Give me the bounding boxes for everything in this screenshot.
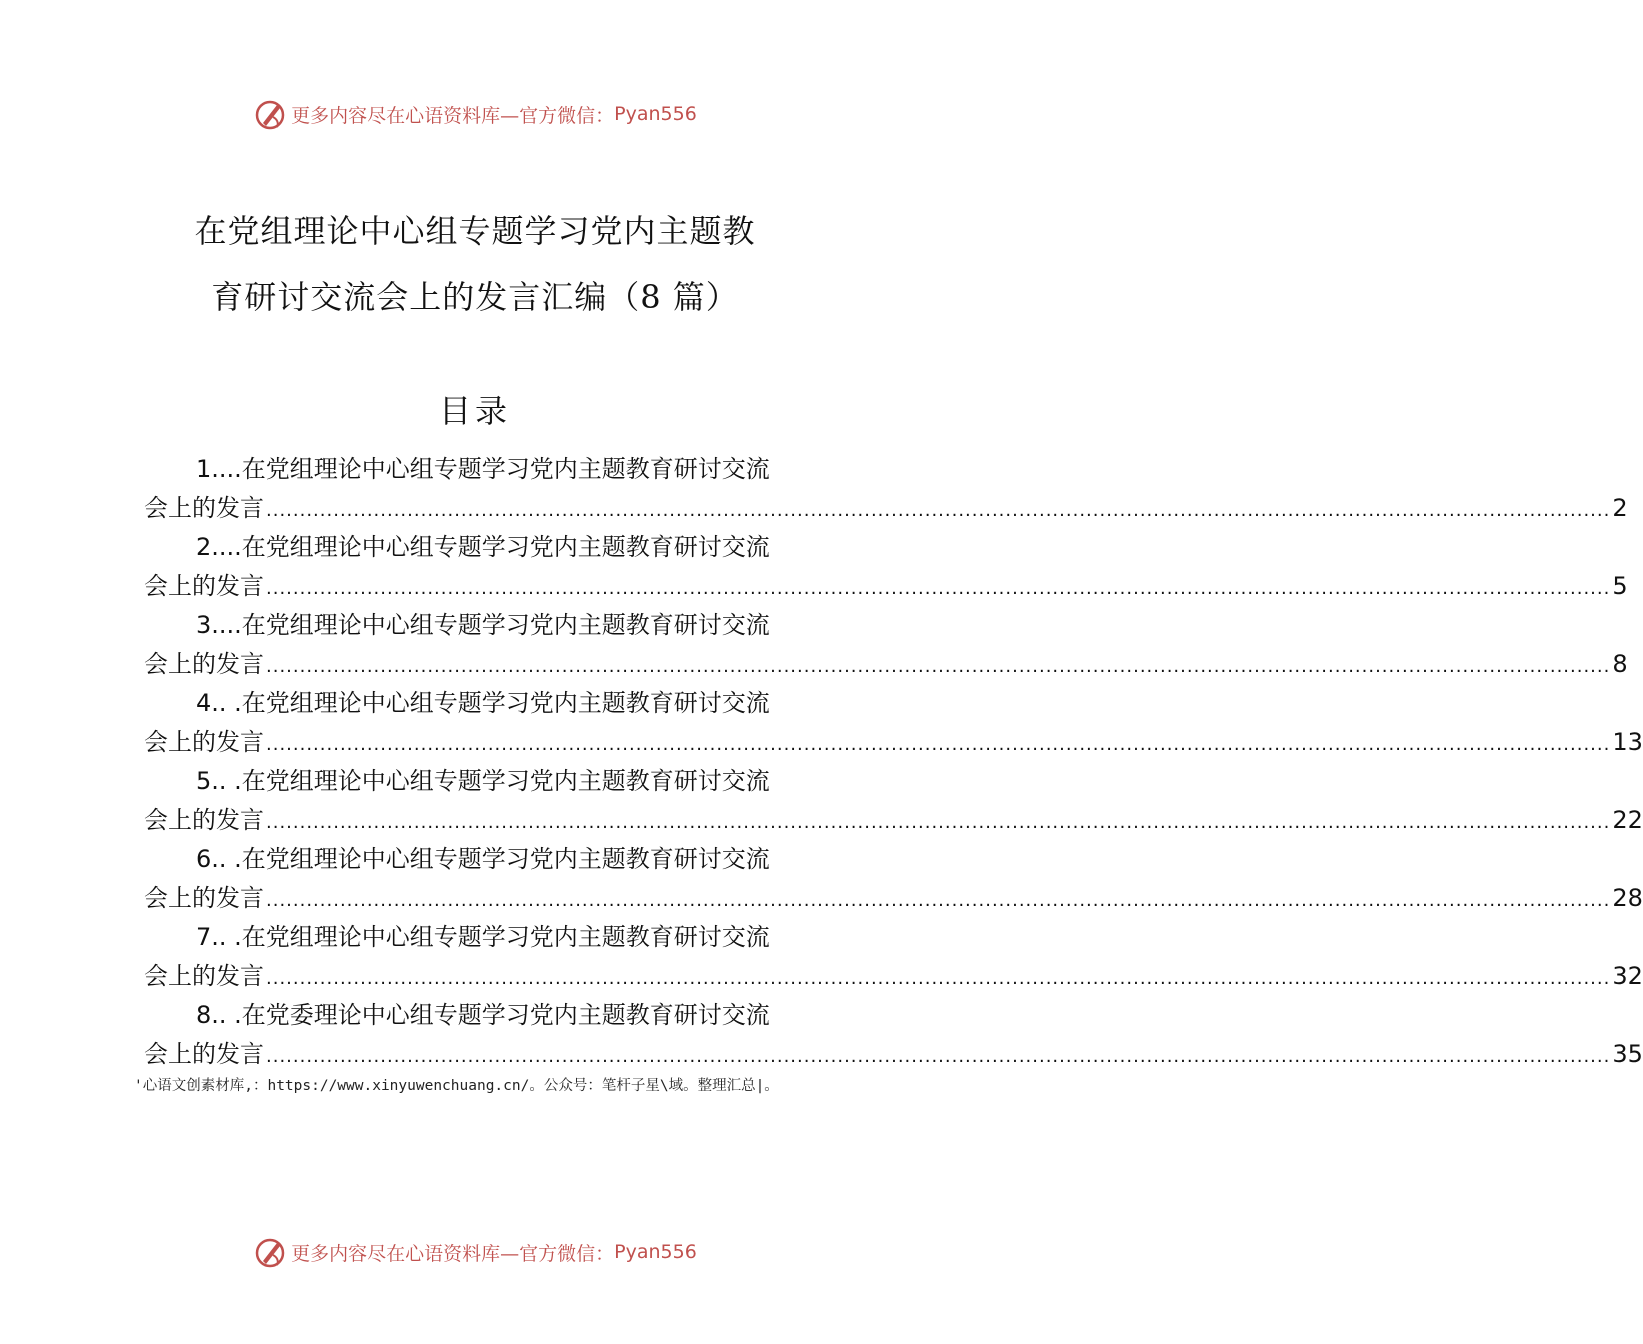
- dot-leader: ........................................................................................................................................................................................................: [266, 578, 1611, 599]
- toc-entry-2[interactable]: [144, 528, 1628, 606]
- toc-entry-title: 在党组理论中心组专题学习党内主题教育研讨交流: [241, 767, 770, 795]
- toc-entry-7[interactable]: [144, 918, 1643, 996]
- pen-logo-icon: [253, 97, 287, 131]
- header-wechat-id: Pyan556: [614, 103, 697, 125]
- toc-entry-number: 8.. .: [196, 1001, 242, 1029]
- toc-entry-title-cont: 会上的发言: [144, 728, 264, 756]
- toc-entry-page: 32: [1612, 962, 1643, 990]
- toc-entry-number: 7.. .: [196, 923, 242, 951]
- toc-heading: 目录: [438, 392, 511, 430]
- toc-entry-title-cont: 会上的发言: [144, 572, 264, 600]
- toc-entry-title-cont: 会上的发言: [144, 650, 264, 678]
- toc-entry-4[interactable]: [144, 684, 1643, 762]
- dot-leader: ........................................................................................................................................................................................................: [266, 734, 1611, 755]
- toc-entry-8[interactable]: [144, 996, 1643, 1074]
- footer-banner: [0, 1232, 950, 1272]
- toc-entry-title-cont: 会上的发言: [144, 494, 264, 522]
- dot-leader: ........................................................................................................................................................................................................: [266, 968, 1611, 989]
- toc-entry-page: 35: [1612, 1040, 1643, 1068]
- toc-entry-title-cont: 会上的发言: [144, 1040, 264, 1068]
- toc-entry-5[interactable]: [144, 762, 1643, 840]
- footer-wechat-id: Pyan556: [614, 1241, 697, 1263]
- toc-entry-title-cont: 会上的发言: [144, 806, 264, 834]
- toc-entry-title: 在党组理论中心组专题学习党内主题教育研讨交流: [241, 689, 770, 717]
- header-banner: [0, 94, 950, 134]
- toc-entry-number: 3....: [196, 611, 242, 639]
- document-title-line-2: 育研讨交流会上的发言汇编（8 篇）: [211, 278, 739, 316]
- dot-leader: ........................................................................................................................................................................................................: [266, 656, 1611, 677]
- toc-entry-number: 2....: [196, 533, 242, 561]
- toc-entry-title: 在党组理论中心组专题学习党内主题教育研讨交流: [241, 611, 770, 639]
- toc-entry-6[interactable]: [144, 840, 1643, 918]
- footer-banner-text: 更多内容尽在心语资料库—官方微信：: [291, 1242, 615, 1265]
- toc-entry-title-cont: 会上的发言: [144, 884, 264, 912]
- table-of-contents: [144, 450, 1643, 1074]
- toc-entry-page: 22: [1612, 806, 1643, 834]
- dot-leader: ........................................................................................................................................................................................................: [266, 500, 1611, 521]
- toc-entry-title: 在党组理论中心组专题学习党内主题教育研讨交流: [241, 923, 770, 951]
- toc-entry-title: 在党组理论中心组专题学习党内主题教育研讨交流: [241, 845, 770, 873]
- pen-logo-icon: [253, 1235, 287, 1269]
- toc-entry-1[interactable]: [144, 450, 1628, 528]
- source-footnote: '心语文创素材库,：https://www.xinyuwenchuang.cn/。公众号：笔杆子星\域。整理汇总|。: [134, 1078, 779, 1094]
- toc-entry-page: 2: [1612, 494, 1628, 522]
- toc-entry-number: 6.. .: [196, 845, 242, 873]
- toc-entry-page: 13: [1612, 728, 1643, 756]
- dot-leader: ........................................................................................................................................................................................................: [266, 1046, 1611, 1067]
- header-banner-text: 更多内容尽在心语资料库—官方微信：: [291, 104, 615, 127]
- dot-leader: ........................................................................................................................................................................................................: [266, 890, 1611, 911]
- toc-entry-number: 5.. .: [196, 767, 242, 795]
- toc-entry-3[interactable]: [144, 606, 1628, 684]
- toc-entry-number: 1....: [196, 455, 242, 483]
- toc-entry-page: 28: [1612, 884, 1643, 912]
- toc-entry-number: 4.. .: [196, 689, 242, 717]
- dot-leader: ........................................................................................................................................................................................................: [266, 812, 1611, 833]
- toc-entry-page: 5: [1612, 572, 1628, 600]
- document-title-line-1: 在党组理论中心组专题学习党内主题教: [194, 212, 756, 250]
- toc-entry-title-cont: 会上的发言: [144, 962, 264, 990]
- toc-entry-title: 在党组理论中心组专题学习党内主题教育研讨交流: [241, 533, 770, 561]
- toc-entry-page: 8: [1612, 650, 1628, 678]
- toc-entry-title: 在党委理论中心组专题学习党内主题教育研讨交流: [241, 1001, 770, 1029]
- toc-entry-title: 在党组理论中心组专题学习党内主题教育研讨交流: [241, 455, 770, 483]
